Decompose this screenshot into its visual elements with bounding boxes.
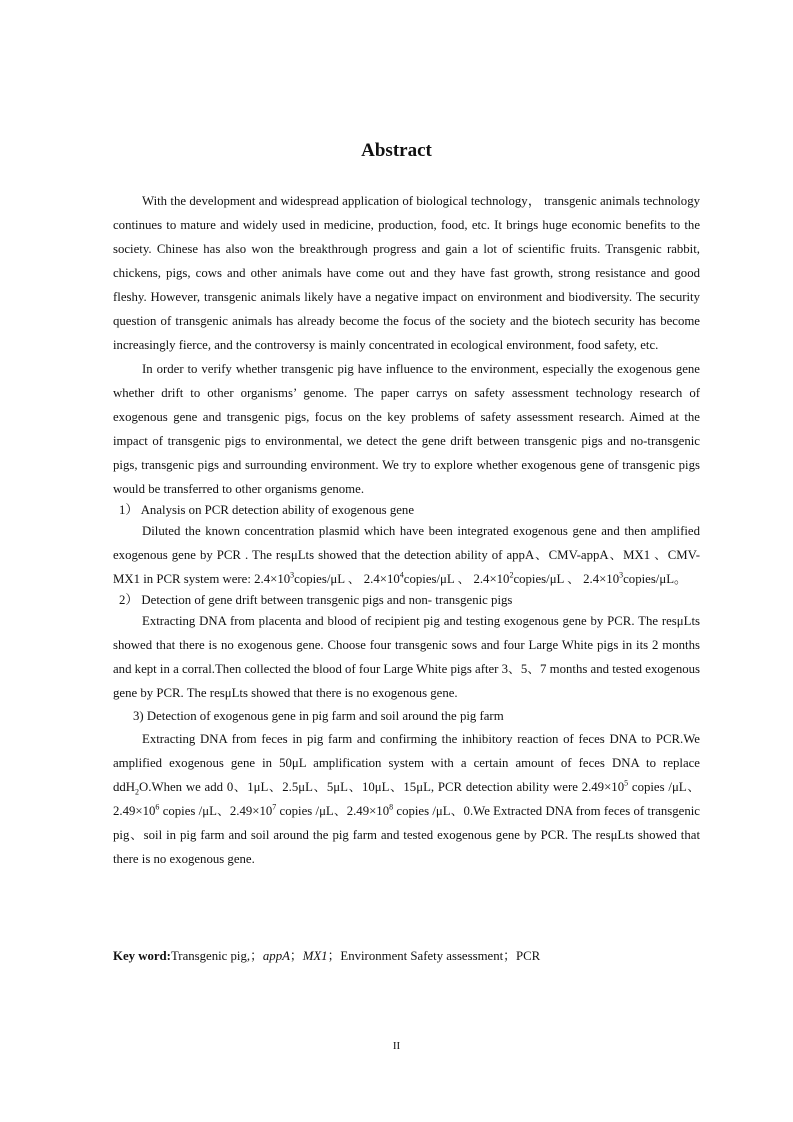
section-heading-3: 3) Detection of exogenous gene in pig farm and soil around the pig farm (133, 709, 504, 723)
paragraph-aim: In order to verify whether transgenic pig have influence to the environment, especially the exogenous gene whether drift to other organisms’ genome. The paper carrys on safety assessment technology research of exogenous gene and transgenic pigs, focus on the key problems of safety assessment research. Aimed at the impact of transgenic pigs to environmental, we detect the gene drift between transgenic pigs and no-transgenic pigs, transgenic pigs and surrounding environment. We try to explore whether exogenous gene of transgenic pigs would be transferred to other organisms genome. (113, 362, 700, 496)
section-heading-2: 2） Detection of gene drift between transgenic pigs and non- transgenic pigs (119, 593, 513, 607)
paragraph-gene-drift: Extracting DNA from placenta and blood of recipient pig and testing exogenous gene by PCR. The resμLts showed that there is no exogenous gene. Choose four transgenic sows and four Large White pigs in its 2 months and kept in a corral.Then collected the blood of four Large White pigs after 3、5、7 months and tested exogenous gene by PCR. The resμLts showed that there is no exogenous gene. (113, 614, 700, 700)
keywords-line: Key word:Transgenic pig,；appA；MX1；Environment Safety assessment；PCR (113, 949, 541, 963)
abstract-body (113, 189, 700, 871)
page-number: II (392, 1040, 401, 1052)
paragraph-pcr-ability: Diluted the known concentration plasmid which have been integrated exogenous gene and then amplified exogenous gene by PCR . The resμLts showed that the detection ability of appA、CMV-appA、MX1 、CMV-MX1 in PCR system were: $2.4\times 10^3copies/\mu L$ 、 $2.4\times 10^4copies/\mu L$ 、 $2.4\times 10^2copies/\mu L$ 、 $2.4\times 10^3copies/\mu L$。 (113, 524, 700, 586)
keywords-label: Key word: (113, 949, 171, 963)
paragraph-intro: With the development and widespread application of biological technology， transgenic animals technology continues to mature and widely used in medicine, production, food, etc. It brings huge economic benefits to the society. Chinese has also won the breakthrough progress and gain a lot of scientific fruits. Transgenic rabbit, chickens, pigs, cows and other animals have come out and they have fast growth, strong resistance and good fleshy. However, transgenic animals likely have a negative impact on environment and biodiversity. The security question of transgenic animals has already become the focus of the society and the biotech security has become increasingly fierce, and the controversy is mainly concentrated in ecological environment, food safety, etc. (113, 194, 700, 352)
paragraph-pig-farm: Extracting DNA from feces in pig farm and confirming the inhibitory reaction of feces DNA to PCR.We amplified exogenous gene in 50μL amplification system with a certain amount of feces DNA to replace ddH$_2$O.When we add 0、1μL、2.5μL、5μL、10μL、15μL, PCR detection ability were $2.49\times 10^5$ copies /μL、$2.49\times 10^6$ copies /μL、$2.49\times 10^7$ copies /μL、$2.49\times 10^8$ copies /μL、0.We Extracted DNA from feces of transgenic pig、soil in pig farm and soil around the pig farm and tested exogenous gene by PCR. The resμLts showed that there is no exogenous gene. (113, 732, 701, 866)
abstract-title: Abstract (361, 140, 432, 161)
section-heading-1: 1） Analysis on PCR detection ability of exogenous gene (119, 503, 415, 517)
